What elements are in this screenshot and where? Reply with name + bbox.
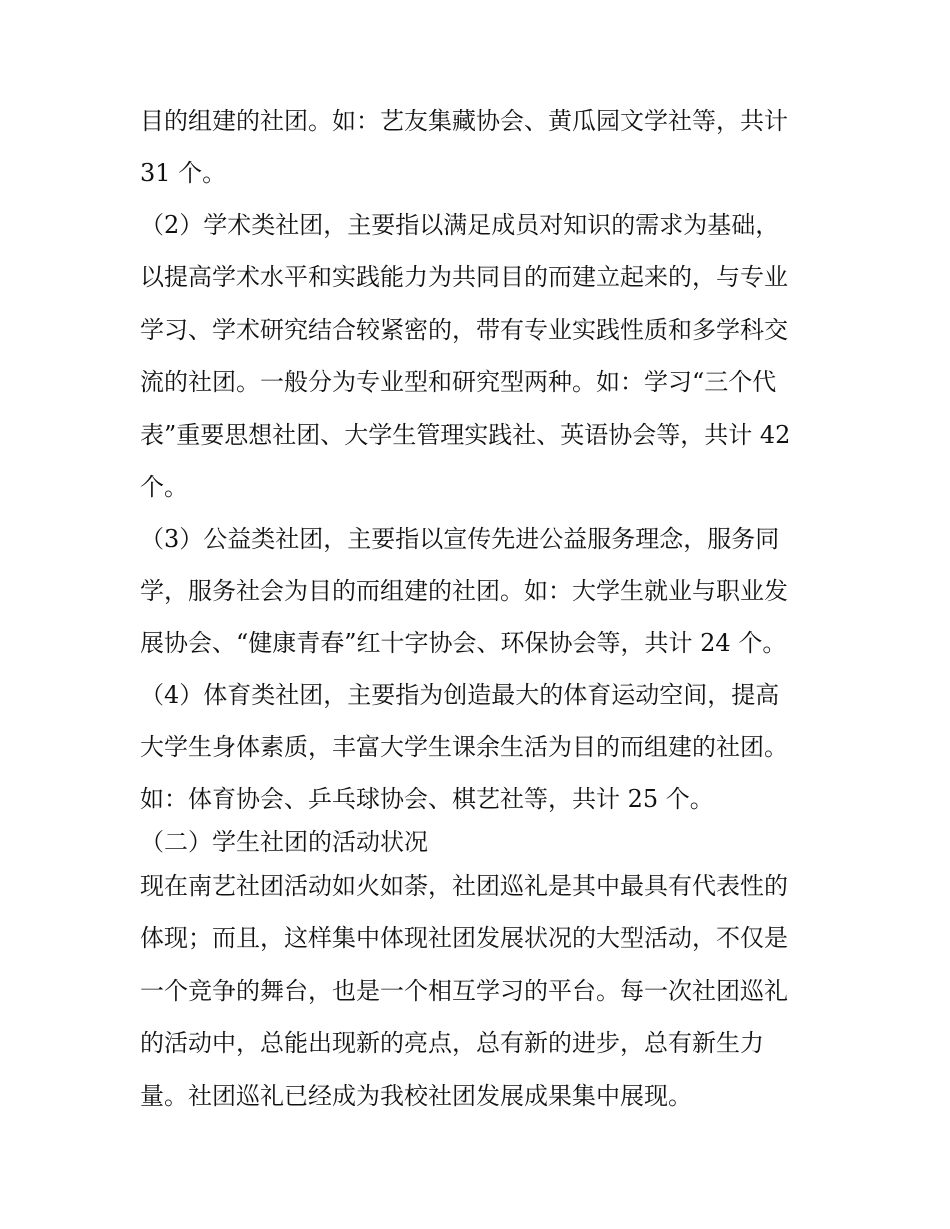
text-line: 现在南艺社团活动如火如荼，社团巡礼是其中最具有代表性的 bbox=[140, 872, 788, 900]
text-line: 以提高学术水平和实践能力为共同目的而建立起来的，与专业 bbox=[140, 263, 788, 291]
text-line: （3）公益类社团，主要指以宣传先进公益服务理念，服务同 bbox=[140, 525, 780, 553]
text-line: 学习、学术研究结合较紧密的，带有专业实践性质和多学科交 bbox=[140, 316, 788, 344]
text-line: 大学生身体素质，丰富大学生课余生活为目的而组建的社团。 bbox=[140, 733, 788, 761]
section-heading: （二）学生社团的活动状况 bbox=[140, 828, 428, 856]
text-line: 如：体育协会、乒乓球协会、棋艺社等，共计 25 个。 bbox=[140, 785, 714, 813]
text-line: （2）学术类社团，主要指以满足成员对知识的需求为基础， bbox=[140, 211, 780, 239]
text-line: （4）体育类社团，主要指为创造最大的体育运动空间，提高 bbox=[140, 681, 780, 709]
text-line: 体现；而且，这样集中体现社团发展状况的大型活动，不仅是 bbox=[140, 924, 788, 952]
text-line: 学，服务社会为目的而组建的社团。如：大学生就业与职业发 bbox=[140, 577, 788, 605]
text-line: 表”重要思想社团、大学生管理实践社、英语协会等，共计 42 bbox=[140, 421, 791, 449]
text-line: 的活动中，总能出现新的亮点，总有新的进步，总有新生力 bbox=[140, 1029, 764, 1057]
text-line: 一个竞争的舞台，也是一个相互学习的平台。每一次社团巡礼 bbox=[140, 977, 788, 1005]
text-line: 31 个。 bbox=[140, 159, 227, 187]
text-line: 个。 bbox=[140, 473, 188, 501]
text-line: 量。社团巡礼已经成为我校社团发展成果集中展现。 bbox=[140, 1082, 692, 1110]
text-line: 流的社团。一般分为专业型和研究型两种。如：学习“三个代 bbox=[140, 368, 777, 396]
text-line: 展协会、“健康青春”红十字协会、环保协会等，共计 24 个。 bbox=[140, 629, 787, 657]
text-line: 目的组建的社团。如：艺友集藏协会、黄瓜园文学社等，共计 bbox=[140, 107, 788, 135]
